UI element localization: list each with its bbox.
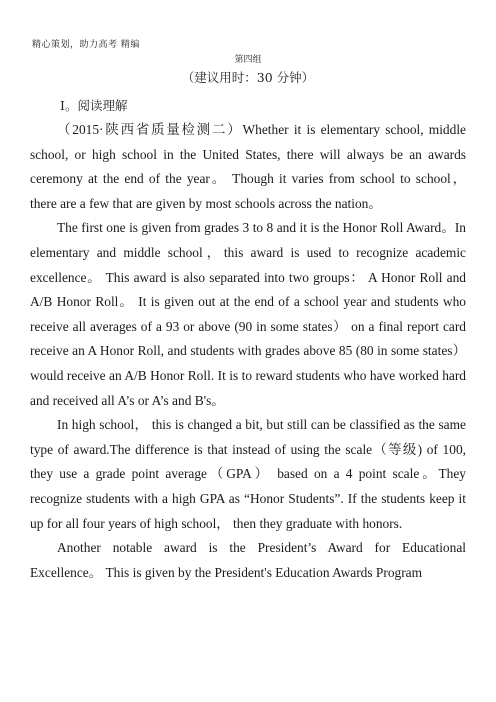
- group-title: 第四组: [234, 55, 262, 65]
- section-title: Ⅰ。阅读理解: [60, 98, 128, 113]
- paragraph-2: The first one is given from grades 3 to 8 and it is the Honor Roll Award。In elementary and middle school，this award is used to recognize academic excellence。 This award is also separated into two groups： A Honor Roll and A/B Honor Roll。 It is given out at the end of a school year and students who receive all averages of a 93 or above (90 in some states） on a final report card receive an A Honor Roll, and students with grades above 85 (80 in some states） would receive an A/B Honor Roll. It is to reward students who have worked hard and received all A’s or A’s and B's。: [30, 220, 466, 408]
- paragraph-3: In high school， this is changed a bit, but still can be classified as the same type of award.The difference is that instead of using the scale（等级) of 100, they use a grade point average（GPA） based on a 4 point scale。They recognize students with a high GPA as “Honor Students”. If the students keep it up for all four years of high school， then they graduate with honors.: [30, 417, 466, 531]
- time-note: （建议用时：30 分钟）: [181, 70, 315, 85]
- header-note: 精心策划，助力高考 精编: [32, 40, 140, 50]
- paragraph-4: Another notable award is the President’s Award for Educational Excellence。 This is given by the President's Education Awards Program: [30, 540, 466, 580]
- paragraph-1: （2015·陕西省质量检测二）Whether it is elementary school, middle school, or high school in the United States, there will always be an awards ceremony at the end of the year。 Though it varies from school to school， there are a few that are given by most schools across the nation。: [30, 122, 466, 211]
- passage: [30, 118, 466, 585]
